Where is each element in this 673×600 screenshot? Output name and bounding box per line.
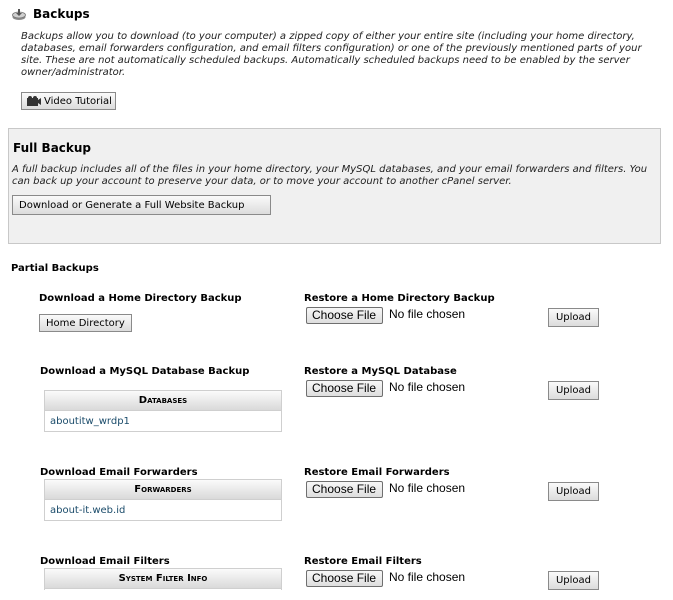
full-backup-description: A full backup includes all of the files in your home directory, your MySQL databases, and your email forwarders and filters. You can back up your account to preserve your data, or to move your account to another cPanel server. <box>12 164 648 187</box>
filters-download-title: Download Email Filters <box>40 556 170 567</box>
forwarders-upload-button[interactable]: Upload <box>548 482 599 501</box>
video-tutorial-label: Video Tutorial <box>44 96 112 107</box>
home-choose-file-button[interactable]: Choose File <box>306 307 383 324</box>
home-upload-button[interactable]: Upload <box>548 308 599 327</box>
mysql-upload-button[interactable]: Upload <box>548 381 599 400</box>
forwarder-link[interactable]: about-it.web.id <box>50 505 126 516</box>
forwarders-table <box>44 479 282 521</box>
filters-table <box>44 568 282 590</box>
forwarders-download-title: Download Email Forwarders <box>40 467 198 478</box>
database-link[interactable]: aboutitw_wrdp1 <box>50 416 130 427</box>
mysql-choose-file-button[interactable]: Choose File <box>306 380 383 397</box>
mysql-download-title: Download a MySQL Database Backup <box>40 366 250 377</box>
databases-table <box>44 390 282 432</box>
partial-backups-title: Partial Backups <box>11 263 99 274</box>
page-title: Backups <box>33 7 90 21</box>
mysql-restore-title: Restore a MySQL Database <box>304 366 457 377</box>
filters-choose-file-button[interactable]: Choose File <box>306 570 383 587</box>
camera-icon <box>27 96 41 106</box>
system-filter-info-header: System Filter Info <box>45 569 281 589</box>
filters-restore-title: Restore Email Filters <box>304 556 422 567</box>
full-backup-title: Full Backup <box>13 141 92 155</box>
filters-file-status: No file chosen <box>389 570 466 584</box>
forwarders-choose-file-button[interactable]: Choose File <box>306 481 383 498</box>
mysql-file-status: No file chosen <box>389 380 466 394</box>
forwarders-header: Forwarders <box>45 480 281 500</box>
home-directory-button[interactable]: Home Directory <box>39 314 132 332</box>
databases-header: Databases <box>45 391 281 411</box>
backup-disk-icon <box>12 9 26 21</box>
home-restore-title: Restore a Home Directory Backup <box>304 293 495 304</box>
home-file-status: No file chosen <box>389 307 466 321</box>
video-tutorial-button[interactable] <box>21 92 116 110</box>
forwarders-file-status: No file chosen <box>389 481 466 495</box>
home-download-title: Download a Home Directory Backup <box>39 293 242 304</box>
forwarders-restore-title: Restore Email Forwarders <box>304 467 450 478</box>
filters-upload-button[interactable]: Upload <box>548 571 599 590</box>
full-backup-button[interactable]: Download or Generate a Full Website Backup <box>12 195 271 215</box>
intro-text: Backups allow you to download (to your computer) a zipped copy of either your entire site (including your home directory, databases, email forwarders configuration, and email filters configuration) or one of the previously mentioned parts of your site. These are not automatically scheduled backups. Automatically scheduled backups need to be enabled by the server owner/administrator. <box>21 31 642 78</box>
